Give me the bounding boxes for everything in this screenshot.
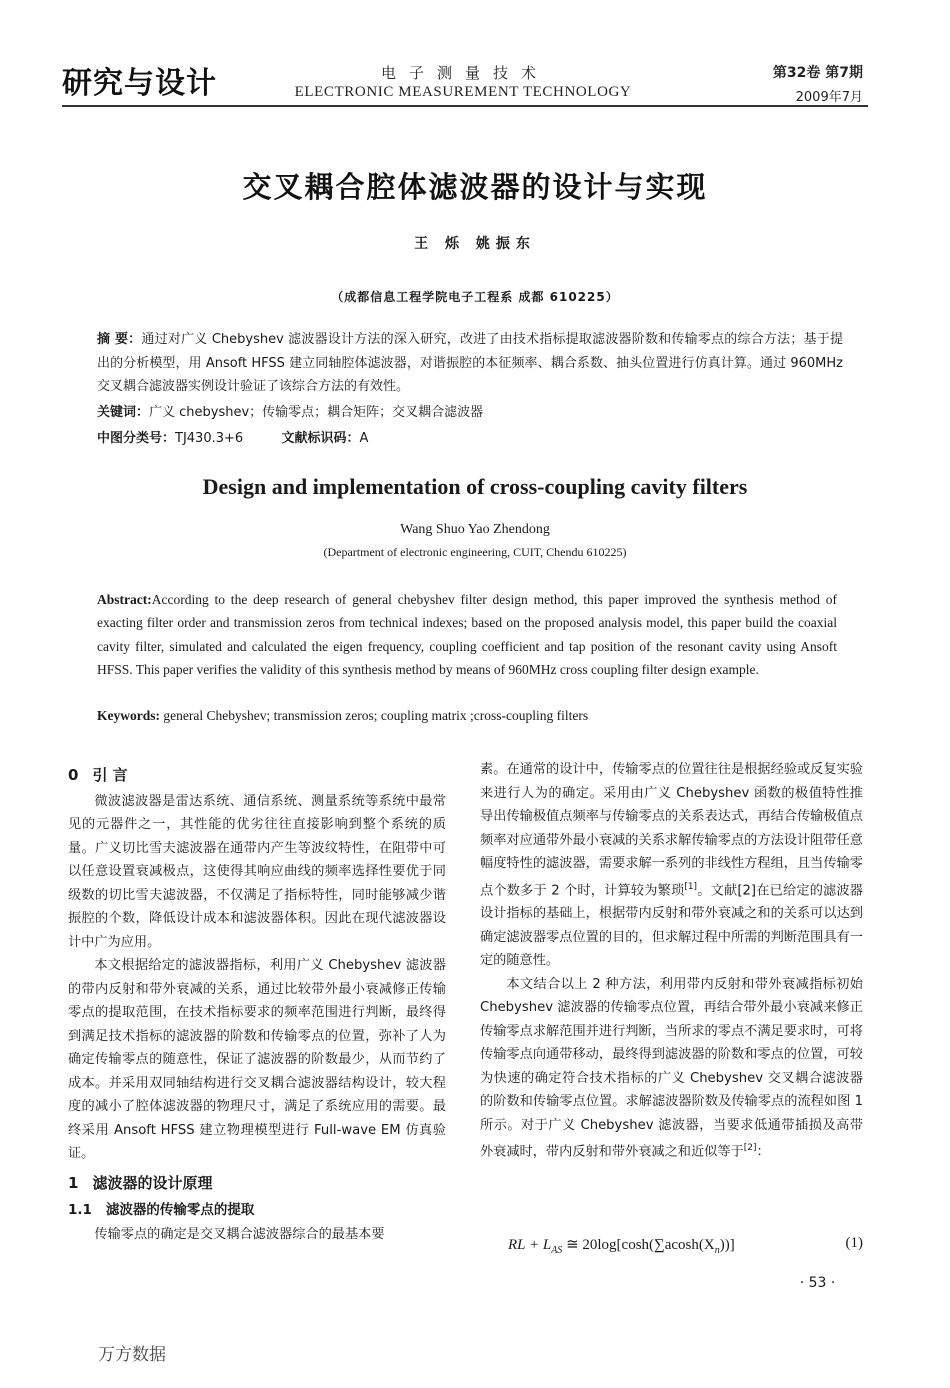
citation-1[interactable]: [1] [684,881,698,892]
subsection-1-1-heading [68,1199,446,1223]
section-1-number: 1 [68,1173,79,1192]
abstract-cn-label: 摘 要： [97,332,142,347]
abstract-en-text: According to the deep research of general chebyshev filter design method, this paper improved the synthesis method of exacting filter order and transmission zeros from technical indexes; based on the proposed analysis model, this paper build the coaxial cavity filter, simulated and calculated the eigen frequency, coupling coefficient and tap position of the resonant cavity using Ansoft HFSS. This paper verifies the validity of this synthesis method by means of 960MHz cross coupling filter design example. [97,592,837,678]
body-right-column [480,758,863,1164]
section-0-number: 0 [68,766,79,784]
classification-value: TJ430.3+6 [175,431,244,446]
paragraph-2: 本文根据给定的滤波器指标，利用广义 Chebyshev 滤波器的带内反射和带外衰减的关系，通过比较带外最小衰减修正传输零点的提取范围，在技术指标要求的频率范围进行判断，最终得到满足技术指标的滤波器的阶数和传输零点的位置，弥补了人为确定传输零点的随意性，保证了滤波器的阶数最少，从而节约了成本。并采用双同轴结构进行交叉耦合滤波器结构设计，较大程度的减小了腔体滤波器的物理尺寸，满足了系统应用的需要。最终采用 Ansoft HFSS 建立物理模型进行 Full-wave EM 仿真验证。 [68,958,446,1161]
affiliation-cn: （成都信息工程学院电子工程系 成都 610225） [331,290,619,304]
keywords-en [97,708,837,724]
paragraph-4 [480,758,863,973]
paragraph-4-text-b: 。文献[2]在已给定的滤波器设计指标的基础上，根据带内反射和带外衰减之和的关系可以达到确定滤波器零点位置的目的，但求解过程中所需的判断范围具有一定的随意性。 [480,882,863,969]
issue-date: 2009年7月 [795,90,863,105]
volume-issue: 第32卷 第7期 [772,65,863,81]
journal-name-en: ELECTRONIC MEASUREMENT TECHNOLOGY [294,84,632,100]
subsection-1-1-number: 1.1 [68,1202,92,1218]
page-number: · 53 · [799,1275,836,1291]
keywords-cn-label: 关键词： [97,405,150,420]
equation-rhs-end: ))] [719,1237,735,1253]
doc-code-label: 文献标识码： [281,431,360,446]
affiliation-en: (Department of electronic engineering, CUIT, Chendu 610225) [323,545,627,559]
equation-rhs-sub: n [714,1245,720,1256]
keywords-cn [97,401,843,420]
equation-lhs: RL + L [508,1237,552,1253]
authors-cn: 王 烁 姚振东 [414,236,536,252]
section-1-title: 滤波器的设计原理 [92,1173,213,1192]
subsection-1-1-title: 滤波器的传输零点的提取 [105,1202,255,1218]
paragraph-4-text-a: 素。在通常的设计中，传输零点的位置往往是根据经验或反复实验来进行人为的确定。采用由广义 Chebyshev 函数的极值特性推导出传输极值点频率与传输零点的关系表达式，再结合传输极值点频率对应通带外最小衰减的关系求解传输零点的方法设计阻带任意幅度特性的滤波器，需要求解一系列的非线性方程组，且当传输零点个数多于 2 个时，计算较为繁琐 [480,762,863,898]
abstract-en-label: Abstract: [97,592,152,607]
journal-name-cn: 电子测量技术 [380,64,549,82]
section-0-heading [68,764,446,788]
paragraph-5-text-a: 本文结合以上 2 种方法，利用带内反射和带外衰减指标初始 Chebyshev 滤波器的传输零点位置，再结合带外最小衰减来修正传输零点求解范围并进行判断，当所求的零点不满足要求时，可将传输零点向通带移动，最终得到滤波器的阶数和零点的位置，可较为快速的确定符合技术指标的广义 Chebyshev 交叉耦合滤波器的阶数和传输零点位置。求解滤波器阶数及传输零点的流程如图 1 所示。对于广义 Chebyshev 滤波器，当要求低通带插损及高带外衰减时，带内反射和带外衰减之和近似等于 [480,976,863,1160]
section-0-title: 引 言 [92,766,128,784]
keywords-cn-text: 广义 chebyshev；传输零点；耦合矩阵；交叉耦合滤波器 [149,405,484,420]
authors-en: Wang Shuo Yao Zhendong [400,522,550,537]
citation-2[interactable]: [2] [743,1143,757,1154]
abstract-en [97,588,837,682]
doc-code-value: A [359,431,369,446]
abstract-cn [97,328,843,399]
equation-lhs-sub: AS [551,1245,563,1256]
section-1-heading [68,1172,446,1196]
body-left-column [68,758,446,1246]
equation-rhs: ≅ 20log[cosh(∑acosh(X [566,1237,715,1253]
classification-label: 中图分类号： [97,431,176,446]
paragraph-5-text-b: ： [756,1144,770,1160]
paragraph-5 [480,973,863,1164]
watermark: 万方数据 [98,1345,166,1365]
paragraph-3: 传输零点的确定是交叉耦合滤波器综合的最基本要 [94,1226,385,1242]
section-logo: 研究与设计 [62,66,217,101]
abstract-cn-text: 通过对广义 Chebyshev 滤波器设计方法的深入研究，改进了由技术指标提取滤波器阶数和传输零点的综合方法；基于提出的分析模型，用 Ansoft HFSS 建立同轴腔体滤波器，对谐振腔的本征频率、耦合系数、抽头位置进行仿真计算。通过 960MHz 交叉耦合滤波器实例设计验证了该综合方法的有效性。 [97,332,843,394]
classification-line [97,427,843,446]
paper-title-cn: 交叉耦合腔体滤波器的设计与实现 [242,170,708,204]
equation-number: (1) [845,1235,863,1251]
paper-title-en: Design and implementation of cross-coupling cavity filters [202,474,748,499]
keywords-en-text: general Chebyshev; transmission zeros; coupling matrix ;cross-coupling filters [163,708,589,723]
keywords-en-label: Keywords: [97,708,160,723]
paragraph-1: 微波滤波器是雷达系统、通信系统、测量系统等系统中最常见的元器件之一，其性能的优劣往往直接影响到整个系统的质量。广义切比雪夫滤波器在通带内产生等波纹特性，在阻带中可以任意设置衰减极点，这使得其响应曲线的频率选择性要优于同级数的切比雪夫滤波器，不仅满足了指标特性，同时能够减少谐振腔的个数，降低设计成本和滤波器体积。因此在现代滤波器设计中广为应用。 [68,793,446,950]
equation-1 [508,1235,863,1256]
header-rule [62,105,868,107]
